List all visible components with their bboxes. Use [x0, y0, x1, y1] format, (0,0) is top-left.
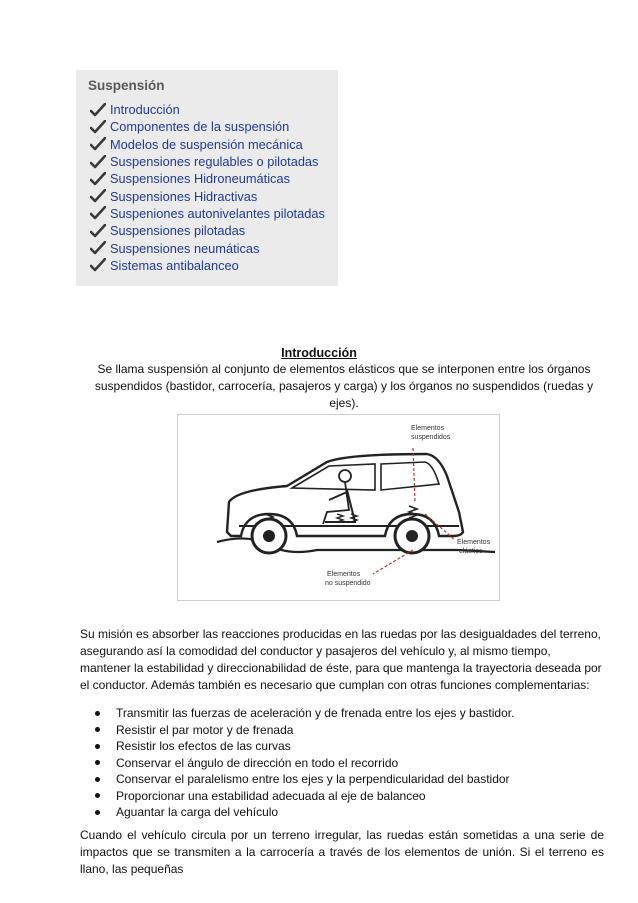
menu-item[interactable] [90, 222, 325, 239]
menu-item-label[interactable]: Modelos de suspensión mecánica [110, 136, 303, 152]
list-item [95, 788, 514, 805]
suspension-menu [76, 70, 338, 286]
checkmark-icon [90, 103, 106, 117]
menu-item[interactable] [90, 118, 325, 135]
checkmark-icon [90, 137, 106, 151]
bullet-icon [95, 711, 100, 716]
checkmark-icon [90, 224, 106, 238]
intro-heading: Introducción [281, 346, 357, 360]
list-item [95, 705, 514, 722]
list-item [95, 771, 514, 788]
checkmark-icon [90, 120, 106, 134]
menu-item-label[interactable]: Suspensiones Hidroneumáticas [110, 171, 290, 187]
list-item-text: Transmitir las fuerzas de aceleración y de frenada entre los ejes y bastidor. [116, 706, 515, 721]
bullet-icon [95, 810, 100, 815]
label-elastic-2: elástico [459, 548, 483, 555]
mission-paragraph: Su misión es absorber las reacciones producidas en las ruedas por las desigualdades del terreno, asegurando así la comodidad del conductor y pasajeros del vehículo y, al mismo tiempo, mantener la estabilidad y direccionabilidad de éste, para que mantenga la trayectoria deseada por el conductor. Además también es necesario que cumplan con otras funciones complementarias: [80, 627, 602, 692]
list-item [95, 738, 514, 755]
list-item-text: Proporcionar una estabilidad adecuada al eje de balanceo [116, 788, 426, 803]
front-hub [263, 530, 275, 542]
checkmark-icon [90, 189, 106, 203]
menu-item[interactable] [90, 257, 325, 274]
menu-item-label[interactable]: Sistemas antibalanceo [110, 257, 239, 273]
label-suspended-2: suspendidos [411, 434, 451, 441]
checkmark-icon [90, 172, 106, 186]
menu-item[interactable] [90, 170, 325, 187]
menu-item[interactable] [90, 101, 325, 118]
menu-item-label[interactable]: Suspensiones Hidractivas [110, 188, 258, 204]
terrain-paragraph: Cuando el vehículo circula por un terreno irregular, las ruedas están sometidas a una serie de impactos que se transmiten a la carrocería a través de los elementos de unión. Si el terreno es llano, las pequeñas [80, 828, 604, 876]
list-item-text: Conservar el ángulo de dirección en todo el recorrido [116, 755, 399, 770]
checkmark-icon [90, 241, 106, 255]
checkmark-icon [90, 155, 106, 169]
menu-item[interactable] [90, 136, 325, 153]
menu-item-label[interactable]: Componentes de la suspensión [110, 119, 290, 135]
intro-paragraph: Se llama suspensión al conjunto de elementos elásticos que se interponen entre los órganos suspendidos (bastidor, carrocería, pasajeros y carga) y los órganos no suspendidos (ruedas y ejes). [94, 362, 594, 410]
menu-item-label[interactable]: Suspensiones pilotadas [110, 223, 246, 239]
menu-item[interactable] [90, 187, 325, 204]
bullet-icon [95, 727, 100, 732]
menu-item[interactable] [90, 153, 325, 170]
list-item-text: Conservar el paralelismo entre los ejes y la perpendicularidad del bastidor [116, 772, 510, 787]
menu-item-label[interactable]: Introducción [110, 102, 180, 118]
menu-item[interactable] [90, 239, 325, 256]
list-item [95, 722, 514, 739]
menu-title: Suspensión [88, 78, 165, 93]
bullet-icon [95, 744, 100, 749]
label-unsuspended-2: no suspendido [325, 580, 371, 587]
bullet-icon [95, 777, 100, 782]
bullet-icon [95, 793, 100, 798]
bullet-icon [95, 760, 100, 765]
rear-hub [406, 530, 418, 542]
list-item [95, 755, 514, 772]
list-item-text: Aguantar la carga del vehículo [116, 805, 279, 820]
checkmark-icon [90, 206, 106, 220]
functions-list [95, 705, 514, 821]
menu-item[interactable] [90, 205, 325, 222]
menu-item-label[interactable]: Suspensiones neumáticas [110, 240, 260, 256]
suspension-diagram [177, 414, 500, 601]
label-suspended-1: Elementos [411, 425, 445, 432]
checkmark-icon [90, 258, 106, 272]
list-item-text: Resistir los efectos de las curvas [116, 739, 291, 754]
menu-list [90, 101, 325, 274]
list-item [95, 804, 514, 821]
label-unsuspended-1: Elementos [327, 571, 361, 578]
menu-item-label[interactable]: Suspensiones regulables o pilotadas [110, 154, 319, 170]
label-elastic-1: Elementos [457, 539, 491, 546]
menu-item-label[interactable]: Suspeniones autonivelantes pilotadas [110, 205, 325, 221]
list-item-text: Resistir el par motor y de frenada [116, 722, 294, 737]
